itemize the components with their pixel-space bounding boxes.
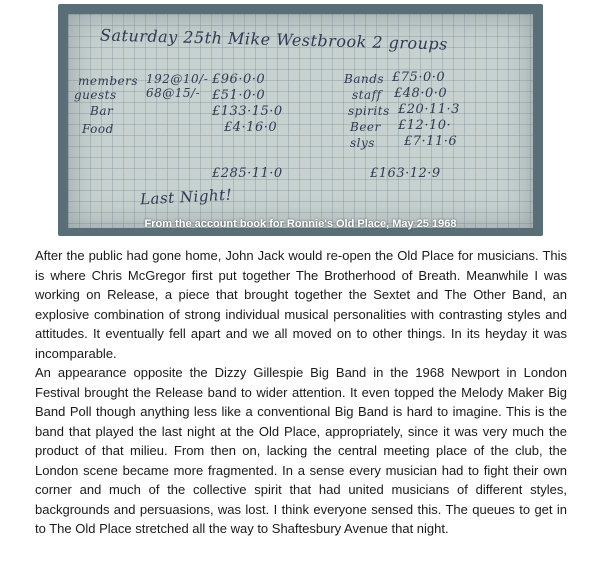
account-book-photo [58,4,543,236]
ledger-left-label: Food [82,122,114,136]
ledger-right-amount: £48·0·0 [394,86,448,101]
ledger-left-amount: £96·0·0 [212,72,266,87]
photo-caption: From the account book for Ronnie's Old Place, May 25 1968 [144,218,457,230]
ledger-right-amount: £75·0·0 [392,70,446,85]
article-body [35,246,567,539]
ledger-right-amount: £12·10· [398,118,452,133]
ledger-left-amount: £4·16·0 [224,120,278,135]
ledger-right-label: staff [352,88,382,102]
paragraph: An appearance opposite the Dizzy Gillespie Big Band in the 1968 Newport in London Festival brought the Release band to wider attention. It even topped the Melody Maker Big Band Poll though anything less like a conventional Big Band is hard to imagine. This is the band that played the last night at the Old Place, appropriately, since it was very much the product of that milieu. From then on, lacking the central meeting place of the club, the London scene became more fragmented. In a sense every musician had to fight their own corner and much of the collective spirit that had united musicians of different styles, backgrounds and persuasions, was lost. I think everyone sensed this. The queues to get in to The Old Place stretched all the way to Shaftesbury Avenue that night. [35,365,567,536]
ledger-left-label: Bar [90,104,114,118]
ledger-right-label: Beer [350,120,381,134]
ledger-left-count: 68@15/- [146,86,201,100]
ledger-left-amount: £133·15·0 [212,104,283,119]
ledger-footer: Last Night! [139,185,233,209]
ledger-right-amount: £20·11·3 [398,102,460,117]
ledger-header: Saturday 25th Mike Westbrook 2 groups [99,25,449,54]
ledger-right-label: Bands [344,72,385,86]
ledger-total-left: £285·11·0 [212,166,283,181]
ledger-left-amount: £51·0·0 [212,88,266,103]
ledger-right-label: slys [350,136,375,150]
ledger-right-amount: £7·11·6 [404,134,458,149]
ledger-left-count: 192@10/- [146,72,209,86]
ledger-left-label: members [78,74,139,88]
ledger-left-label: guests [74,88,117,102]
ledger-right-label: spirits [348,104,390,118]
ledger-total-right: £163·12·9 [370,166,441,181]
ledger-page [68,14,533,228]
paragraph: After the public had gone home, John Jack would re-open the Old Place for musicians. This is where Chris McGregor first put together The Brotherhood of Breath. Meanwhile I was working on Release, a piece that brought together the Sextet and The Other Band, an explosive combination of strong individual musical personalities with contrasting styles and attitudes. It eventually fell apart and we all moved on to other things. In its heyday it was incomparable. [35,248,567,361]
